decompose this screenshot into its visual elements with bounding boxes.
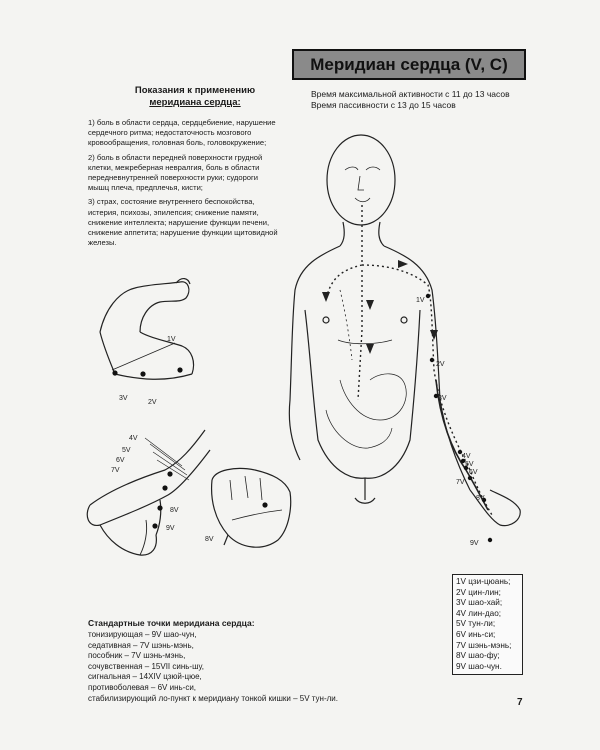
arm-label-3v: 3V (119, 395, 128, 402)
fist-label-8v: 8V (205, 536, 214, 543)
wrist-label-5v: 5V (122, 447, 131, 454)
body-label-2v: 2V (436, 361, 445, 368)
indication-item: 2) боль в области передней поверхности грудной клетки, межреберная невралгия, боль в области передневнутренней поверхности руки; судороги мышц плеча, предплечья, кисти; (88, 152, 263, 193)
standard-point-item: седативная – 7V шэнь-мэнь, (88, 640, 194, 650)
max-activity-text: Время максимальной активности с 11 до 13 часов (311, 89, 510, 99)
standard-point-item: стабилизирующий ло-пункт к меридиану тонкой кишки – 5V тун-ли. (88, 693, 338, 703)
flexed-arm-figure (100, 279, 194, 380)
min-activity-text: Время пассивности с 13 до 15 часов (311, 100, 456, 110)
legend-item: 9V шао-чун. (456, 661, 502, 671)
indication-item: 3) страх, состояние внутреннего беспокойства, истерия, психозы, эпилепсия; снижение памяти, снижение интеллекта; нарушение функции печени, снижение аппетита; нарушение функции щитовидной железы. (88, 197, 278, 248)
arm-label-1v: 1V (167, 336, 176, 343)
wrist-label-8v: 8V (170, 507, 179, 514)
standard-point-item: сочувственная – 15VII синь-шу, (88, 661, 204, 671)
body-label-8v: 8V (476, 495, 485, 502)
indications-heading-line1: Показания к применению (134, 85, 256, 96)
page-number: 7 (517, 697, 523, 708)
body-label-6v: 6V (469, 469, 478, 476)
points-legend (452, 574, 523, 675)
standard-points-list (88, 630, 338, 704)
arm-label-2v: 2V (148, 399, 157, 406)
standard-points-heading: Стандартные точки меридиана сердца: (88, 618, 255, 628)
forearm-hand-figure (87, 430, 210, 555)
legend-item: 3V шао-хай; (456, 598, 503, 608)
body-label-1v: 1V (416, 297, 425, 304)
standard-point-item: тонизирующая – 9V шао-чун, (88, 630, 197, 639)
body-label-9v: 9V (470, 540, 479, 547)
legend-item: 5V тун-ли; (456, 619, 496, 629)
indication-item: 1) боль в области сердца, сердцебиение, нарушение сердечного ритма; недостаточность мозгового кровообращения, головная боль, головокружение; (88, 118, 276, 148)
wrist-label-7v: 7V (111, 467, 120, 474)
legend-item: 2V цин-лин; (456, 587, 501, 597)
legend-item: 1V цзи-цюань; (456, 577, 511, 586)
standard-point-item: противоболевая – 6V инь-си, (88, 682, 197, 692)
wrist-label-9v: 9V (166, 525, 175, 532)
body-label-3v: 3V (438, 395, 447, 402)
fist-figure (212, 468, 291, 547)
standard-point-item: пособник – 7V шэнь-мэнь, (88, 651, 186, 661)
body-figure (289, 135, 520, 526)
body-label-5v: 5V (465, 461, 474, 468)
body-label-4v: 4V (462, 453, 471, 460)
legend-item: 4V лин-дао; (456, 608, 502, 618)
standard-point-item: сигнальная – 14XIV цзюй-цюе, (88, 672, 202, 682)
legend-item: 7V шэнь-мэнь; (456, 640, 512, 650)
wrist-label-4v: 4V (129, 435, 138, 442)
body-label-7v: 7V (456, 479, 465, 486)
legend-item: 6V инь-си; (456, 629, 496, 639)
indications-heading-line2: меридиана сердца: (149, 97, 241, 108)
wrist-label-6v: 6V (116, 457, 125, 464)
legend-item: 8V шао-фу; (456, 651, 500, 661)
page-title: Меридиан сердца (V, С) (310, 54, 508, 74)
